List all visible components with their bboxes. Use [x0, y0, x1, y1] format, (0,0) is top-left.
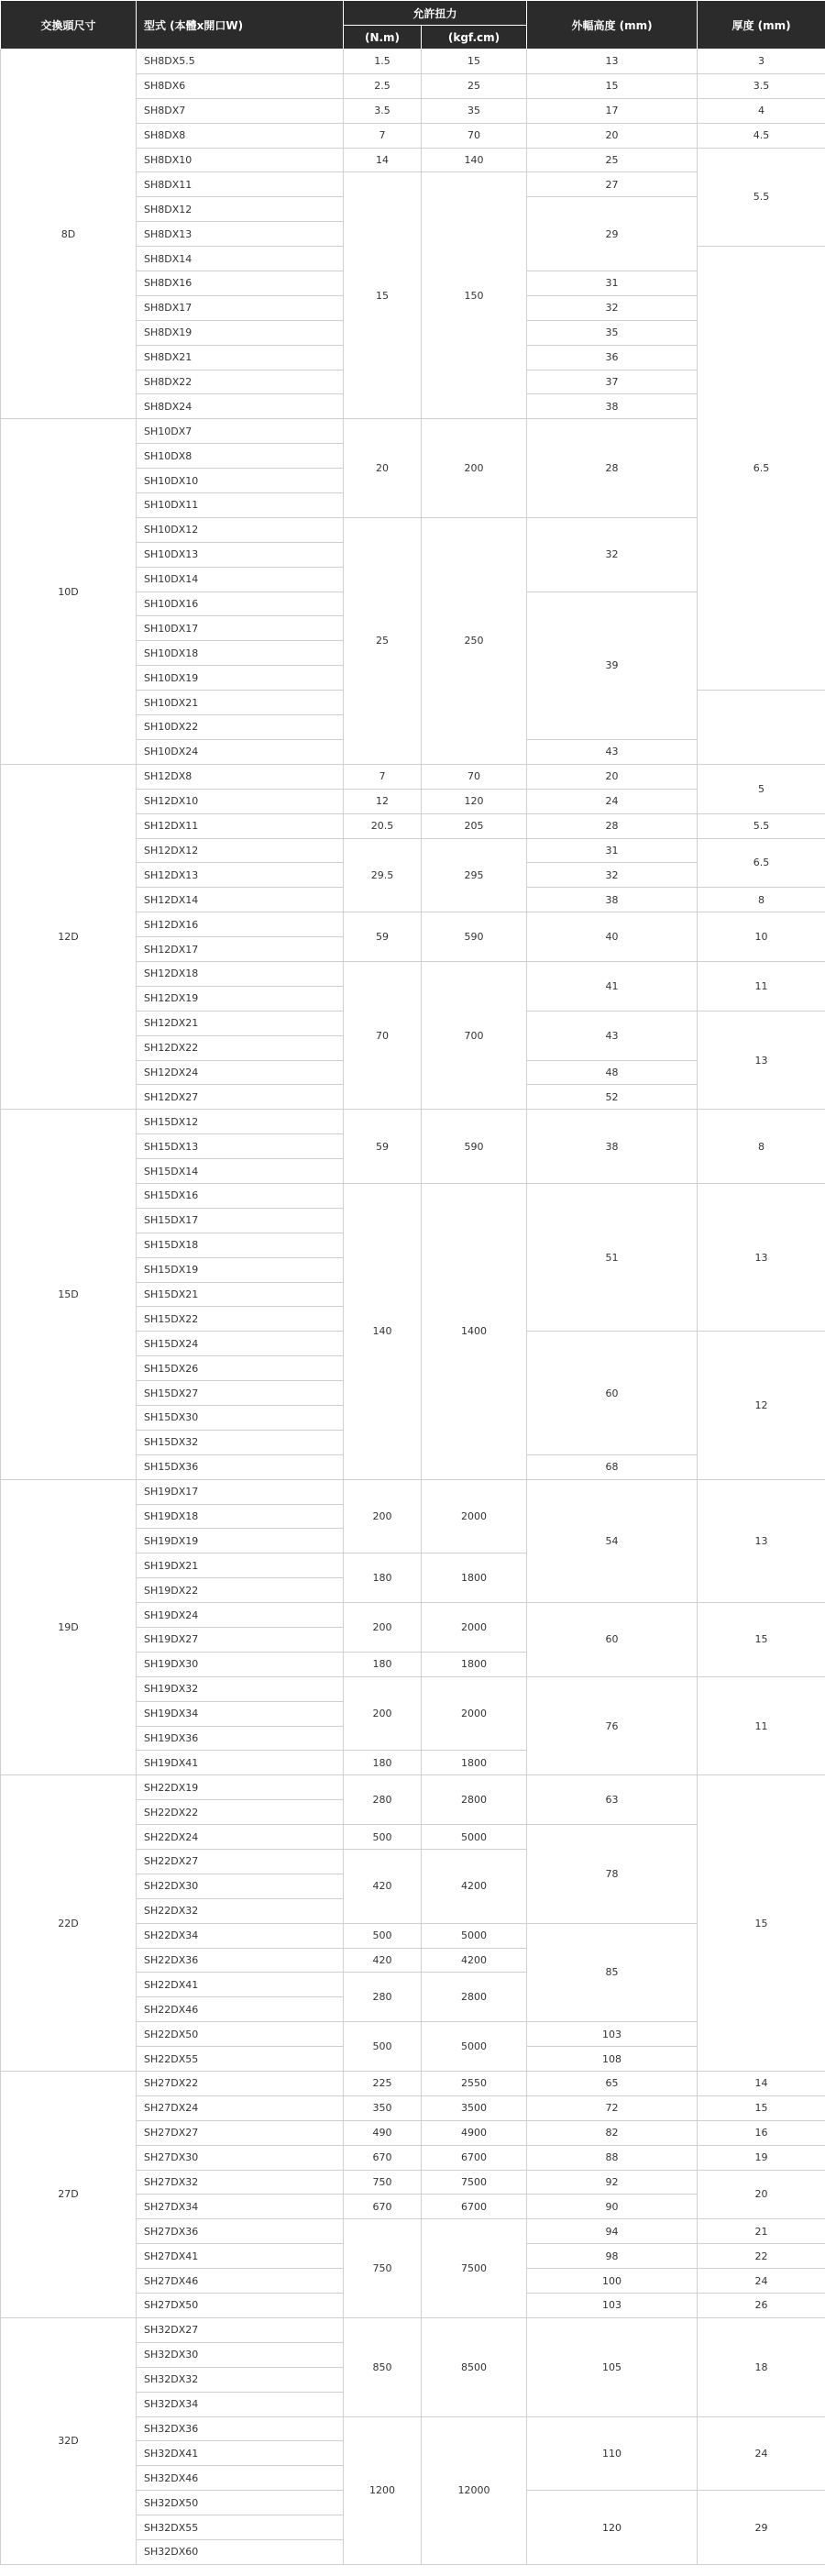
outer-height-cell: 54 — [527, 1479, 698, 1602]
model-cell: SH8DX6 — [137, 73, 344, 98]
outer-height-cell: 36 — [527, 345, 698, 370]
torque-kgf-cell: 590 — [422, 1110, 527, 1184]
torque-kgf-cell: 15 — [422, 50, 527, 74]
thickness-cell: 11 — [698, 961, 825, 1011]
outer-height-cell: 28 — [527, 419, 698, 518]
model-cell: SH8DX16 — [137, 271, 344, 296]
outer-height-cell: 39 — [527, 591, 698, 739]
torque-kgf-cell: 590 — [422, 912, 527, 962]
torque-nm-cell: 750 — [344, 2219, 422, 2318]
torque-nm-cell: 280 — [344, 1973, 422, 2022]
outer-height-cell: 31 — [527, 271, 698, 296]
torque-nm-cell: 200 — [344, 1479, 422, 1553]
model-cell: SH22DX55 — [137, 2047, 344, 2072]
thickness-cell: 15 — [698, 2095, 825, 2120]
torque-nm-cell: 3.5 — [344, 98, 422, 123]
thickness-cell: 13 — [698, 1479, 825, 1602]
thickness-cell: 5.5 — [698, 148, 825, 247]
torque-nm-cell: 420 — [344, 1948, 422, 1973]
torque-nm-cell: 1.5 — [344, 50, 422, 74]
outer-height-cell: 32 — [527, 863, 698, 888]
table-row — [1, 764, 825, 789]
torque-nm-cell: 200 — [344, 1603, 422, 1653]
model-cell: SH10DX24 — [137, 739, 344, 764]
thickness-cell: 12 — [698, 1332, 825, 1479]
outer-height-cell: 72 — [527, 2095, 698, 2120]
outer-height-cell: 38 — [527, 394, 698, 419]
torque-kgf-cell: 3500 — [422, 2095, 527, 2120]
model-cell: SH19DX34 — [137, 1701, 344, 1726]
torque-nm-cell: 850 — [344, 2317, 422, 2416]
model-cell: SH15DX14 — [137, 1159, 344, 1184]
model-cell: SH10DX14 — [137, 567, 344, 591]
outer-height-cell: 15 — [527, 73, 698, 98]
model-cell: SH15DX36 — [137, 1454, 344, 1479]
model-cell: SH10DX11 — [137, 493, 344, 518]
torque-nm-cell: 7 — [344, 123, 422, 148]
torque-kgf-cell: 25 — [422, 73, 527, 98]
outer-height-cell: 78 — [527, 1825, 698, 1924]
thickness-cell: 29 — [698, 2491, 825, 2565]
outer-height-cell: 103 — [527, 2294, 698, 2318]
model-cell: SH22DX46 — [137, 1997, 344, 2022]
torque-nm-cell: 350 — [344, 2095, 422, 2120]
socket-size-cell: 10D — [1, 419, 137, 764]
model-cell: SH19DX18 — [137, 1504, 344, 1529]
thickness-cell: 15 — [698, 1775, 825, 2072]
model-cell: SH10DX19 — [137, 666, 344, 691]
model-cell: SH12DX19 — [137, 986, 344, 1011]
table-row — [1, 2072, 825, 2096]
outer-height-cell: 32 — [527, 517, 698, 591]
torque-nm-cell: 670 — [344, 2145, 422, 2170]
torque-nm-cell: 500 — [344, 1923, 422, 1948]
torque-kgf-cell: 6700 — [422, 2195, 527, 2219]
model-cell: SH19DX30 — [137, 1652, 344, 1676]
thickness-cell: 8 — [698, 1110, 825, 1184]
torque-kgf-cell: 2800 — [422, 1775, 527, 1825]
model-cell: SH27DX50 — [137, 2294, 344, 2318]
model-cell: SH8DX22 — [137, 370, 344, 394]
header-torque-kgf: (kgf.cm) — [422, 26, 527, 50]
torque-kgf-cell: 4200 — [422, 1850, 527, 1924]
model-cell: SH10DX8 — [137, 444, 344, 469]
torque-nm-cell: 670 — [344, 2195, 422, 2219]
thickness-cell: 8 — [698, 888, 825, 912]
torque-nm-cell: 59 — [344, 1110, 422, 1184]
thickness-cell: 26 — [698, 2294, 825, 2318]
torque-kgf-cell: 1800 — [422, 1652, 527, 1676]
torque-kgf-cell: 700 — [422, 961, 527, 1109]
outer-height-cell: 40 — [527, 912, 698, 962]
outer-height-cell: 82 — [527, 2120, 698, 2145]
model-cell: SH8DX19 — [137, 320, 344, 345]
outer-height-cell: 43 — [527, 1011, 698, 1060]
outer-height-cell: 25 — [527, 148, 698, 172]
outer-height-cell: 41 — [527, 961, 698, 1011]
socket-size-cell: 27D — [1, 2072, 137, 2318]
header-thickness: 厚度 (mm) — [698, 1, 825, 50]
torque-nm-cell: 180 — [344, 1652, 422, 1676]
model-cell: SH22DX50 — [137, 2022, 344, 2047]
model-cell: SH32DX32 — [137, 2367, 344, 2392]
torque-nm-cell: 15 — [344, 172, 422, 419]
thickness-cell: 22 — [698, 2244, 825, 2269]
outer-height-cell: 43 — [527, 739, 698, 764]
outer-height-cell: 76 — [527, 1676, 698, 1775]
model-cell: SH10DX21 — [137, 691, 344, 715]
model-cell: SH15DX17 — [137, 1208, 344, 1233]
outer-height-cell: 20 — [527, 123, 698, 148]
model-cell: SH19DX17 — [137, 1479, 344, 1504]
torque-nm-cell: 25 — [344, 517, 422, 764]
table-row — [1, 1775, 825, 1800]
outer-height-cell: 32 — [527, 295, 698, 320]
socket-size-cell: 32D — [1, 2317, 137, 2564]
torque-nm-cell: 140 — [344, 1183, 422, 1479]
model-cell: SH32DX36 — [137, 2416, 344, 2441]
torque-kgf-cell: 70 — [422, 123, 527, 148]
torque-nm-cell: 70 — [344, 961, 422, 1109]
model-cell: SH15DX21 — [137, 1282, 344, 1307]
thickness-cell: 4.5 — [698, 123, 825, 148]
model-cell: SH10DX18 — [137, 641, 344, 666]
header-torque-nm: (N.m) — [344, 26, 422, 50]
torque-kgf-cell: 7500 — [422, 2219, 527, 2318]
model-cell: SH22DX30 — [137, 1874, 344, 1898]
model-cell: SH27DX36 — [137, 2219, 344, 2244]
model-cell: SH27DX46 — [137, 2269, 344, 2294]
table-header — [1, 1, 825, 50]
model-cell: SH27DX41 — [137, 2244, 344, 2269]
outer-height-cell: 38 — [527, 888, 698, 912]
thickness-cell: 15 — [698, 1603, 825, 1677]
outer-height-cell: 28 — [527, 813, 698, 838]
model-cell: SH27DX34 — [137, 2195, 344, 2219]
model-cell: SH15DX12 — [137, 1110, 344, 1134]
model-cell: SH19DX27 — [137, 1628, 344, 1653]
model-cell: SH8DX13 — [137, 222, 344, 247]
torque-nm-cell: 280 — [344, 1775, 422, 1825]
model-cell: SH8DX21 — [137, 345, 344, 370]
model-cell: SH19DX21 — [137, 1553, 344, 1578]
thickness-cell: 5.5 — [698, 813, 825, 838]
model-cell: SH15DX13 — [137, 1134, 344, 1159]
model-cell: SH10DX17 — [137, 616, 344, 641]
torque-nm-cell: 29.5 — [344, 838, 422, 912]
socket-size-cell: 8D — [1, 50, 137, 419]
header-socket-size: 交換頭尺寸 — [1, 1, 137, 50]
torque-kgf-cell: 35 — [422, 98, 527, 123]
model-cell: SH15DX27 — [137, 1381, 344, 1406]
torque-kgf-cell: 250 — [422, 517, 527, 764]
torque-kgf-cell: 5000 — [422, 1825, 527, 1850]
outer-height-cell: 20 — [527, 764, 698, 789]
outer-height-cell: 108 — [527, 2047, 698, 2072]
model-cell: SH22DX34 — [137, 1923, 344, 1948]
table-row — [1, 2317, 825, 2342]
torque-nm-cell: 7 — [344, 764, 422, 789]
outer-height-cell: 68 — [527, 1454, 698, 1479]
outer-height-cell: 51 — [527, 1183, 698, 1331]
thickness-cell: 14 — [698, 2072, 825, 2096]
torque-nm-cell: 20.5 — [344, 813, 422, 838]
model-cell: SH10DX13 — [137, 542, 344, 567]
torque-kgf-cell: 140 — [422, 148, 527, 172]
torque-kgf-cell: 1800 — [422, 1751, 527, 1775]
thickness-cell: 10 — [698, 912, 825, 962]
model-cell: SH27DX24 — [137, 2095, 344, 2120]
model-cell: SH32DX46 — [137, 2466, 344, 2491]
torque-kgf-cell: 295 — [422, 838, 527, 912]
model-cell: SH12DX21 — [137, 1011, 344, 1035]
table-row — [1, 1479, 825, 1504]
thickness-cell: 3 — [698, 50, 825, 74]
model-cell: SH27DX30 — [137, 2145, 344, 2170]
thickness-cell: 11 — [698, 1676, 825, 1775]
model-cell: SH15DX26 — [137, 1356, 344, 1381]
thickness-cell: 13 — [698, 1011, 825, 1110]
outer-height-cell: 48 — [527, 1060, 698, 1085]
model-cell: SH15DX32 — [137, 1430, 344, 1454]
outer-height-cell: 37 — [527, 370, 698, 394]
torque-nm-cell: 200 — [344, 1676, 422, 1751]
outer-height-cell: 103 — [527, 2022, 698, 2047]
model-cell: SH12DX17 — [137, 937, 344, 962]
outer-height-cell: 60 — [527, 1332, 698, 1454]
model-cell: SH27DX32 — [137, 2170, 344, 2195]
torque-nm-cell: 180 — [344, 1751, 422, 1775]
model-cell: SH22DX32 — [137, 1898, 344, 1923]
model-cell: SH10DX10 — [137, 469, 344, 493]
model-cell: SH19DX19 — [137, 1529, 344, 1553]
outer-height-cell: 88 — [527, 2145, 698, 2170]
outer-height-cell: 100 — [527, 2269, 698, 2294]
table-row — [1, 50, 825, 74]
torque-nm-cell: 225 — [344, 2072, 422, 2096]
torque-kgf-cell: 2000 — [422, 1603, 527, 1653]
model-cell: SH22DX24 — [137, 1825, 344, 1850]
model-cell: SH19DX36 — [137, 1726, 344, 1751]
torque-kgf-cell: 1400 — [422, 1183, 527, 1479]
model-cell: SH32DX55 — [137, 2515, 344, 2540]
thickness-cell: 4 — [698, 98, 825, 123]
outer-height-cell: 52 — [527, 1085, 698, 1110]
thickness-cell: 24 — [698, 2269, 825, 2294]
model-cell: SH32DX41 — [137, 2441, 344, 2466]
model-cell: SH8DX5.5 — [137, 50, 344, 74]
torque-kgf-cell: 2000 — [422, 1676, 527, 1751]
model-cell: SH12DX18 — [137, 961, 344, 986]
model-cell: SH32DX34 — [137, 2392, 344, 2416]
model-cell: SH8DX7 — [137, 98, 344, 123]
model-cell: SH12DX14 — [137, 888, 344, 912]
torque-kgf-cell: 150 — [422, 172, 527, 419]
model-cell: SH8DX14 — [137, 247, 344, 271]
torque-kgf-cell: 5000 — [422, 2022, 527, 2072]
outer-height-cell: 24 — [527, 789, 698, 813]
model-cell: SH22DX27 — [137, 1850, 344, 1874]
thickness-cell: 19 — [698, 2145, 825, 2170]
torque-nm-cell: 500 — [344, 2022, 422, 2072]
thickness-cell: 24 — [698, 2416, 825, 2491]
torque-nm-cell: 12 — [344, 789, 422, 813]
torque-kgf-cell: 200 — [422, 419, 527, 518]
outer-height-cell: 29 — [527, 197, 698, 271]
outer-height-cell: 85 — [527, 1923, 698, 2022]
thickness-cell: 20 — [698, 2170, 825, 2219]
model-cell: SH12DX13 — [137, 863, 344, 888]
outer-height-cell: 63 — [527, 1775, 698, 1825]
table-row — [1, 1110, 825, 1134]
torque-nm-cell: 59 — [344, 912, 422, 962]
torque-kgf-cell: 1800 — [422, 1553, 527, 1603]
model-cell: SH15DX16 — [137, 1183, 344, 1208]
model-cell: SH27DX22 — [137, 2072, 344, 2096]
model-cell: SH32DX60 — [137, 2539, 344, 2564]
outer-height-cell: 110 — [527, 2416, 698, 2491]
thickness-cell: 5 — [698, 764, 825, 813]
torque-kgf-cell: 70 — [422, 764, 527, 789]
torque-kgf-cell: 205 — [422, 813, 527, 838]
model-cell: SH12DX16 — [137, 912, 344, 937]
model-cell: SH19DX24 — [137, 1603, 344, 1628]
model-cell: SH22DX41 — [137, 1973, 344, 1997]
model-cell: SH8DX8 — [137, 123, 344, 148]
torque-nm-cell: 180 — [344, 1553, 422, 1603]
model-cell: SH12DX10 — [137, 789, 344, 813]
torque-nm-cell: 14 — [344, 148, 422, 172]
model-cell: SH12DX27 — [137, 1085, 344, 1110]
model-cell: SH12DX24 — [137, 1060, 344, 1085]
socket-size-cell: 15D — [1, 1110, 137, 1479]
model-cell: SH10DX16 — [137, 591, 344, 616]
model-cell: SH12DX12 — [137, 838, 344, 863]
socket-size-cell: 12D — [1, 764, 137, 1109]
outer-height-cell: 120 — [527, 2491, 698, 2565]
model-cell: SH19DX32 — [137, 1676, 344, 1701]
outer-height-cell: 17 — [527, 98, 698, 123]
torque-kgf-cell: 2000 — [422, 1479, 527, 1553]
model-cell: SH19DX22 — [137, 1578, 344, 1603]
torque-nm-cell: 420 — [344, 1850, 422, 1924]
outer-height-cell: 90 — [527, 2195, 698, 2219]
torque-nm-cell: 490 — [344, 2120, 422, 2145]
model-cell: SH15DX30 — [137, 1405, 344, 1430]
header-model: 型式 (本體x開口W) — [137, 1, 344, 50]
table-body — [1, 50, 825, 2565]
torque-kgf-cell: 2550 — [422, 2072, 527, 2096]
thickness-cell: 6.5 — [698, 247, 825, 691]
torque-kgf-cell: 8500 — [422, 2317, 527, 2416]
model-cell: SH22DX19 — [137, 1775, 344, 1800]
torque-kgf-cell: 4900 — [422, 2120, 527, 2145]
model-cell: SH12DX8 — [137, 764, 344, 789]
torque-nm-cell: 1200 — [344, 2416, 422, 2564]
model-cell: SH8DX10 — [137, 148, 344, 172]
model-cell: SH32DX27 — [137, 2317, 344, 2342]
torque-kgf-cell: 2800 — [422, 1973, 527, 2022]
model-cell: SH22DX22 — [137, 1800, 344, 1825]
outer-height-cell: 27 — [527, 172, 698, 197]
thickness-cell: 6.5 — [698, 838, 825, 888]
outer-height-cell: 65 — [527, 2072, 698, 2096]
header-torque: 允許扭力 — [344, 1, 527, 26]
model-cell: SH10DX7 — [137, 419, 344, 444]
torque-nm-cell: 2.5 — [344, 73, 422, 98]
torque-kgf-cell: 5000 — [422, 1923, 527, 1948]
thickness-cell: 13 — [698, 1183, 825, 1331]
outer-height-cell: 38 — [527, 1110, 698, 1184]
torque-kgf-cell: 7500 — [422, 2170, 527, 2195]
outer-height-cell: 98 — [527, 2244, 698, 2269]
outer-height-cell: 94 — [527, 2219, 698, 2244]
outer-height-cell: 60 — [527, 1603, 698, 1677]
thickness-cell: 3.5 — [698, 73, 825, 98]
thickness-cell: 16 — [698, 2120, 825, 2145]
torque-kgf-cell: 12000 — [422, 2416, 527, 2564]
thickness-cell: 18 — [698, 2317, 825, 2416]
model-cell: SH15DX22 — [137, 1307, 344, 1332]
outer-height-cell: 105 — [527, 2317, 698, 2416]
model-cell: SH22DX36 — [137, 1948, 344, 1973]
torque-kgf-cell: 6700 — [422, 2145, 527, 2170]
socket-size-cell: 22D — [1, 1775, 137, 2072]
model-cell: SH10DX22 — [137, 715, 344, 740]
torque-nm-cell: 500 — [344, 1825, 422, 1850]
model-cell: SH8DX17 — [137, 295, 344, 320]
model-cell: SH32DX30 — [137, 2342, 344, 2367]
torque-kgf-cell: 120 — [422, 789, 527, 813]
model-cell: SH12DX22 — [137, 1035, 344, 1060]
torque-nm-cell: 20 — [344, 419, 422, 518]
model-cell: SH15DX18 — [137, 1233, 344, 1257]
model-cell: SH10DX12 — [137, 517, 344, 542]
model-cell: SH19DX41 — [137, 1751, 344, 1775]
model-cell: SH27DX27 — [137, 2120, 344, 2145]
model-cell: SH8DX24 — [137, 394, 344, 419]
socket-size-cell: 19D — [1, 1479, 137, 1775]
outer-height-cell: 13 — [527, 50, 698, 74]
model-cell: SH15DX24 — [137, 1332, 344, 1356]
model-cell: SH8DX12 — [137, 197, 344, 222]
thickness-cell: 21 — [698, 2219, 825, 2244]
outer-height-cell: 31 — [527, 838, 698, 863]
model-cell: SH8DX11 — [137, 172, 344, 197]
torque-nm-cell: 750 — [344, 2170, 422, 2195]
model-cell: SH32DX50 — [137, 2491, 344, 2515]
outer-height-cell: 92 — [527, 2170, 698, 2195]
model-cell: SH12DX11 — [137, 813, 344, 838]
outer-height-cell: 35 — [527, 320, 698, 345]
header-outer-height: 外輻高度 (mm) — [527, 1, 698, 50]
model-cell: SH15DX19 — [137, 1257, 344, 1282]
torque-kgf-cell: 4200 — [422, 1948, 527, 1973]
